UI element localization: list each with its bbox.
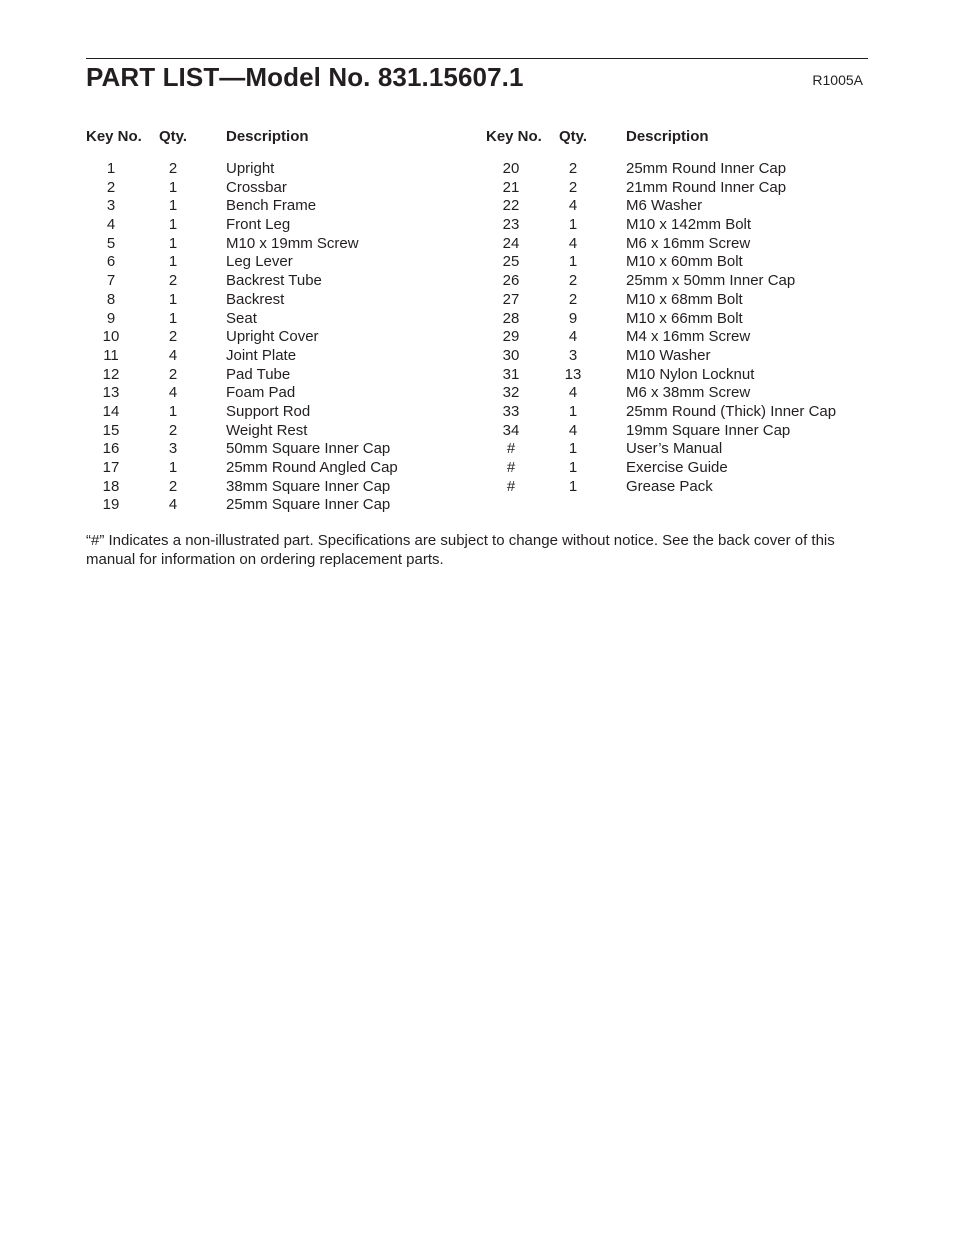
part-qty: 4 [168, 346, 178, 364]
part-description: 50mm Square Inner Cap [226, 440, 391, 458]
part-key-no: 18 [102, 477, 120, 495]
part-qty: 2 [168, 477, 178, 495]
part-description: 25mm x 50mm Inner Cap [626, 272, 796, 290]
part-key-no: # [506, 440, 516, 458]
part-description: M6 x 16mm Screw [626, 234, 751, 252]
part-qty: 2 [168, 272, 178, 290]
part-key-no: 15 [102, 421, 120, 439]
part-qty: 2 [568, 290, 578, 308]
part-key-no: 10 [102, 328, 120, 346]
part-key-no: 29 [502, 328, 520, 346]
part-description: 21mm Round Inner Cap [626, 178, 787, 196]
part-qty: 1 [568, 440, 578, 458]
part-key-no: 25 [502, 253, 520, 271]
part-qty: 1 [168, 402, 178, 420]
header-qty: Qty. [559, 128, 588, 145]
part-key-no: 7 [106, 272, 116, 290]
part-description: M10 Washer [626, 346, 711, 364]
part-description: Upright Cover [226, 328, 319, 346]
part-key-no: 12 [102, 365, 120, 383]
part-description: 19mm Square Inner Cap [626, 421, 791, 439]
part-key-no: 22 [502, 197, 520, 215]
part-qty: 4 [568, 197, 578, 215]
header-key-no: Key No. [86, 128, 142, 145]
part-description: Weight Rest [226, 421, 308, 439]
part-description: Upright [226, 160, 275, 177]
part-qty: 1 [568, 402, 578, 420]
part-key-no: 26 [502, 272, 520, 290]
part-qty: 3 [568, 346, 578, 364]
part-key-no: 9 [106, 309, 116, 327]
part-description: M10 Nylon Locknut [626, 365, 755, 383]
part-qty: 2 [568, 178, 578, 196]
header-description: Description [626, 128, 709, 145]
part-description: M10 x 66mm Bolt [626, 309, 743, 327]
part-key-no: 1 [106, 160, 116, 177]
part-qty: 4 [568, 328, 578, 346]
part-qty: 2 [168, 421, 178, 439]
part-description: M10 x 60mm Bolt [626, 253, 743, 271]
part-qty: 3 [168, 440, 178, 458]
part-key-no: 34 [502, 421, 520, 439]
part-description: M4 x 16mm Screw [626, 328, 751, 346]
part-key-no: 6 [106, 253, 116, 271]
part-key-no: 16 [102, 440, 120, 458]
part-description: 25mm Round Angled Cap [226, 459, 398, 476]
part-qty: 1 [168, 234, 178, 252]
part-qty: 2 [568, 272, 578, 290]
part-qty: 1 [168, 178, 178, 196]
part-description: Front Leg [226, 216, 291, 234]
part-key-no: 8 [106, 290, 116, 308]
part-qty: 13 [564, 365, 582, 383]
part-key-no: 19 [102, 496, 120, 514]
part-key-no: 32 [502, 384, 520, 402]
part-key-no: 11 [103, 346, 119, 364]
part-qty: 1 [168, 197, 178, 215]
part-qty: 1 [168, 309, 178, 327]
part-key-no: 2 [106, 178, 116, 196]
header-qty: Qty. [159, 128, 188, 145]
part-key-no: 28 [502, 309, 520, 327]
part-key-no: 4 [106, 216, 116, 234]
header-rule [86, 58, 868, 59]
part-qty: 1 [168, 216, 178, 234]
part-key-no: # [506, 459, 516, 476]
part-description: 38mm Square Inner Cap [226, 477, 391, 495]
part-key-no: 30 [502, 346, 520, 364]
part-description: Grease Pack [626, 477, 713, 495]
part-description: 25mm Round Inner Cap [626, 160, 787, 177]
part-qty: 2 [168, 160, 178, 177]
part-description: M6 x 38mm Screw [626, 384, 751, 402]
part-key-no: 21 [502, 178, 520, 196]
footnote: “#” Indicates a non-illustrated part. Specifications are subject to change without notice. See the back cover of this manual for information on ordering replacement parts. [86, 532, 835, 568]
part-qty: 1 [568, 459, 578, 476]
part-qty: 2 [168, 365, 178, 383]
part-key-no: 13 [102, 384, 120, 402]
part-key-no: 3 [106, 197, 116, 215]
part-qty: 2 [568, 160, 578, 177]
part-description: Pad Tube [226, 365, 291, 383]
part-description: Joint Plate [226, 346, 297, 364]
part-key-no: 14 [102, 402, 120, 420]
part-description: User’s Manual [626, 440, 723, 458]
part-qty: 1 [568, 216, 578, 234]
part-key-no: 23 [502, 216, 520, 234]
part-description: M10 x 142mm Bolt [626, 216, 752, 234]
part-qty: 1 [168, 459, 178, 476]
part-qty: 1 [168, 290, 178, 308]
part-description: Exercise Guide [626, 459, 728, 476]
header-key-no: Key No. [486, 128, 542, 145]
document-code: R1005A [812, 72, 863, 88]
part-key-no: 17 [102, 459, 120, 476]
part-description: Seat [226, 309, 257, 327]
part-description: Backrest Tube [226, 272, 322, 290]
part-key-no: 24 [502, 234, 520, 252]
part-key-no: 20 [502, 160, 520, 177]
part-qty: 1 [168, 253, 178, 271]
part-qty: 1 [568, 477, 578, 495]
part-qty: 1 [568, 253, 578, 271]
part-description: M6 Washer [626, 197, 703, 215]
part-qty: 4 [568, 234, 578, 252]
part-description: Crossbar [226, 178, 287, 196]
part-qty: 9 [568, 309, 578, 327]
page-title: PART LIST—Model No. 831.15607.1 [86, 62, 524, 92]
part-qty: 4 [568, 384, 578, 402]
part-key-no: # [506, 477, 516, 495]
part-description: 25mm Round (Thick) Inner Cap [626, 402, 837, 420]
part-description: Leg Lever [226, 253, 293, 271]
part-qty: 2 [168, 328, 178, 346]
part-description: Foam Pad [226, 384, 296, 402]
part-key-no: 5 [106, 234, 116, 252]
part-qty: 4 [168, 384, 178, 402]
part-description: Support Rod [226, 402, 311, 420]
part-key-no: 31 [502, 365, 520, 383]
part-qty: 4 [568, 421, 578, 439]
part-description: Backrest [226, 290, 285, 308]
part-description: Bench Frame [226, 197, 317, 215]
part-description: 25mm Square Inner Cap [226, 496, 391, 514]
part-description: M10 x 19mm Screw [226, 234, 359, 252]
part-key-no: 33 [502, 402, 520, 420]
part-qty: 4 [168, 496, 178, 514]
part-key-no: 27 [502, 290, 520, 308]
header-description: Description [226, 128, 309, 145]
part-description: M10 x 68mm Bolt [626, 290, 743, 308]
